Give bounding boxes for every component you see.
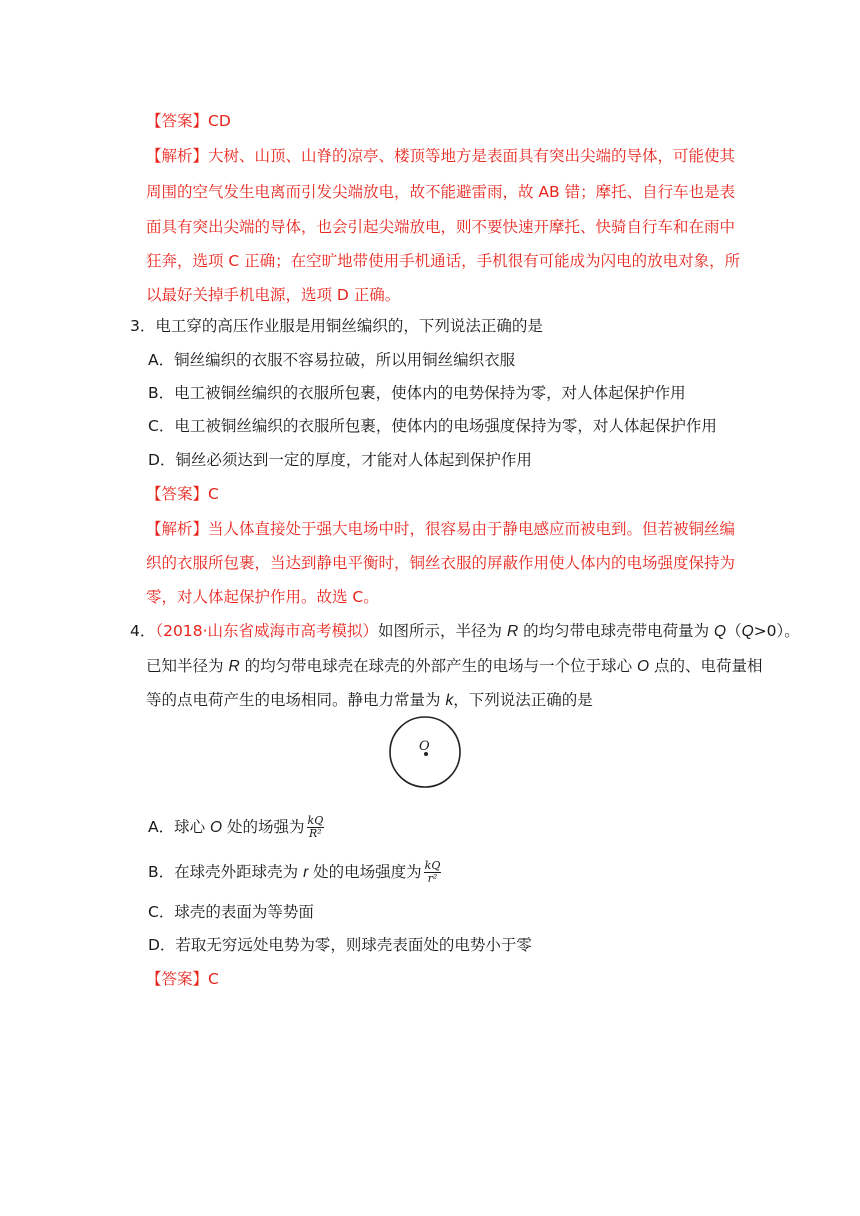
sphere-figure [388,703,468,793]
analysis-label: 【解析】 [146,147,209,165]
q2-analysis-line: 狂奔，选项 C 正确；在空旷地带使用手机通话，手机很有可能成为闪电的放电对象，所 [146,252,741,270]
q3-answer [146,484,219,504]
sphere-diagram [388,703,468,793]
answer-value: C [208,970,219,988]
q3-analysis-line: 零，对人体起保护作用。故选 C。 [146,588,379,606]
answer-value: C [208,485,219,503]
answer-value: CD [208,112,231,130]
q2-analysis-line: 【解析】大树、山顶、山脊的凉亭、楼顶等地方是表面具有突出尖端的导体，可能使其 [146,147,736,165]
q4-stem-line: 等的点电荷产生的电场相同。静电力常量为 k，下列说法正确的是 [146,691,593,709]
q3-option-a: A．铜丝编织的衣服不容易拉破，所以用铜丝编织衣服 [148,351,516,369]
q2-analysis-line: 周围的空气发生电离而引发尖端放电，故不能避雷雨，故 AB 错；摩托、自行车也是表 [146,183,736,201]
q2-answer [146,111,231,131]
question-source: （2018·山东省威海市高考模拟） [155,622,378,640]
fraction-kq-r2-small: $\frac{kQ}{\text{r²}}$ [424,859,441,885]
q4-answer [146,969,219,989]
q3-option-b: B．电工被铜丝编织的衣服所包裹，使体内的电势保持为零，对人体起保护作用 [148,384,686,402]
q3-analysis-line: 织的衣服所包裹，当达到静电平衡时，铜丝衣服的屏蔽作用使人体内的电场强度保持为 [146,554,736,572]
analysis-label: 【解析】 [146,520,209,538]
q4-option-a: A．球心 O 处的场强为 $\frac{kQ}{\text{R²}}$ [148,814,324,840]
q4-stem-line: 已知半径为 R 的均匀带电球壳在球壳的外部产生的电场与一个位于球心 O 点的、电荷量相 [146,657,763,675]
q3-option-d: D．铜丝必须达到一定的厚度，才能对人体起到保护作用 [148,451,532,469]
question-number: 4． [130,622,156,640]
question-number: 3． [130,317,156,335]
answer-label: 【答案】 [146,970,209,988]
answer-label: 【答案】 [146,485,209,503]
q4-option-b: B．在球壳外距球壳为 r 处的电场强度为 $\frac{kQ}{\text{r²}}$ [148,859,441,885]
q2-analysis-line: 以最好关掉手机电源，选项 D 正确。 [146,286,401,304]
q3-option-c: C．电工被铜丝编织的衣服所包裹，使体内的电场强度保持为零，对人体起保护作用 [148,417,717,435]
q3-analysis-line: 【解析】当人体直接处于强大电场中时，很容易由于静电感应而被电到。但若被铜丝编 [146,520,736,538]
q4-stem-line: 4．（2018·山东省威海市高考模拟）如图所示，半径为 R 的均匀带电球壳带电荷量为 Q（Q>0）。 [130,622,800,640]
fraction-kq-r2: $\frac{kQ}{\text{R²}}$ [307,814,324,840]
q3-stem: 3．电工穿的高压作业服是用铜丝编织的，下列说法正确的是 [130,317,543,335]
center-label-o: O [419,739,430,754]
q2-analysis-line: 面具有突出尖端的导体，也会引起尖端放电，则不要快速开摩托、快骑自行车和在雨中 [146,218,736,236]
q4-option-d: D．若取无穷远处电势为零，则球壳表面处的电势小于零 [148,936,532,954]
q4-option-c: C．球壳的表面为等势面 [148,903,314,921]
answer-label: 【答案】 [146,112,209,130]
